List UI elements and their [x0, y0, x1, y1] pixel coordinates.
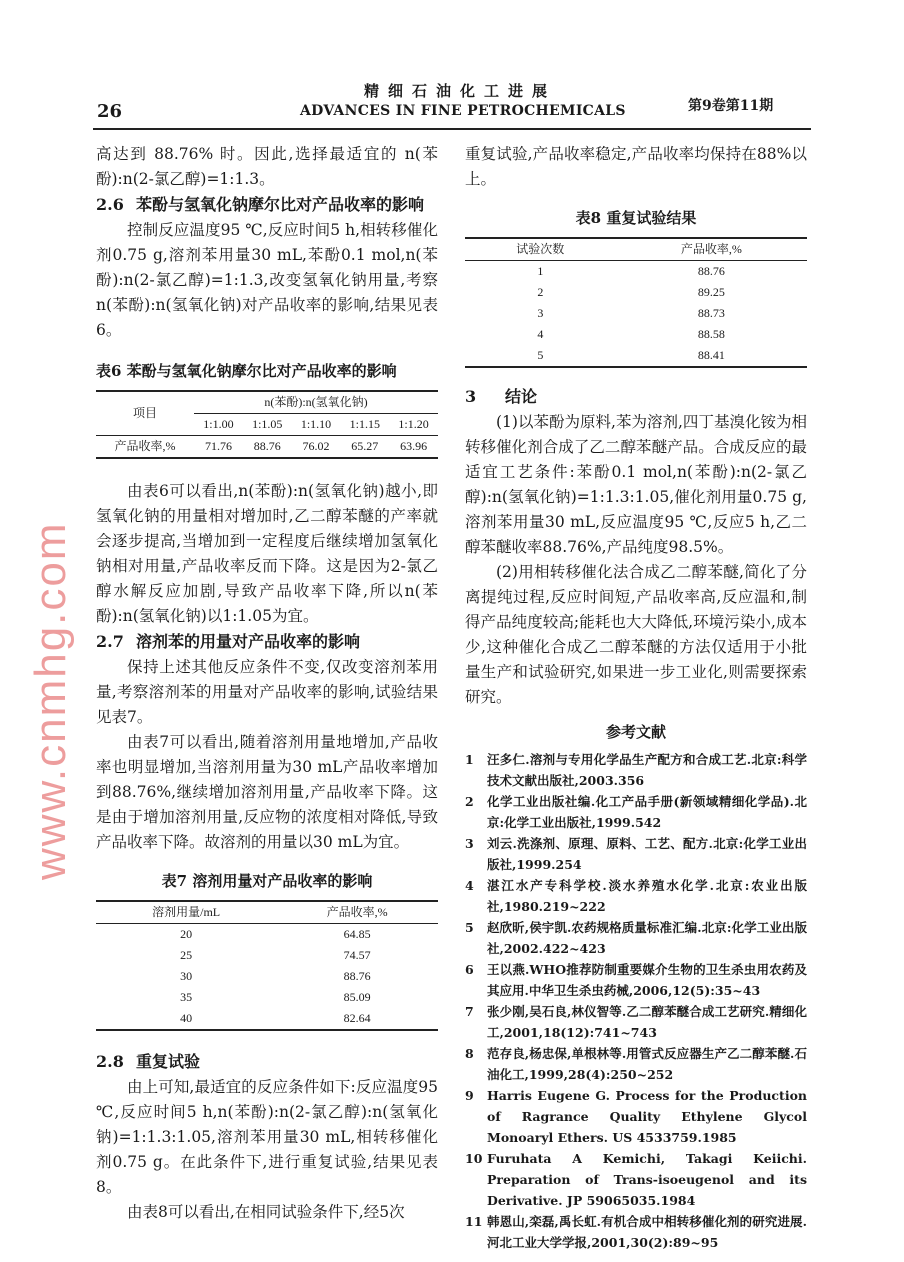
section-number: 3	[465, 387, 477, 406]
table-cell: 89.25	[697, 285, 725, 299]
header-rule	[93, 128, 811, 130]
table-row	[465, 303, 807, 324]
table-row	[465, 282, 807, 303]
right-column	[465, 142, 807, 1253]
reference-number: 8	[465, 1046, 474, 1061]
table-8-caption: 表8 重复试验结果	[575, 209, 697, 227]
table-8	[465, 237, 807, 368]
reference-number: 6	[465, 962, 474, 977]
paragraph: 高达到 88.76% 时。因此,选择最适宜的 n(苯酚):n(2-氯乙醇)=1:1.3。	[96, 145, 438, 188]
reference-item	[465, 791, 807, 833]
table-cell: 4	[537, 327, 544, 341]
section-heading-2-7	[96, 629, 438, 655]
table-cell: 88.58	[697, 327, 725, 341]
reference-text: 刘云.洗涤剂、原理、原料、工艺、配方.北京:化学工业出版社,1999.254	[487, 836, 807, 872]
page-number: 26	[97, 101, 123, 122]
table-cell: 88.76	[697, 264, 725, 278]
reference-text: 张少刚,吴石良,林仪智等.乙二醇苯醚合成工艺研究.精细化工,2001,18(12):741~743	[487, 1004, 807, 1040]
table-header: 1:1.10	[292, 414, 341, 436]
table-header: 试验次数	[465, 238, 616, 261]
section-title: 结论	[505, 387, 538, 406]
reference-text: 湛江水产专科学校.淡水养殖水化学.北京:农业出版社,1980.219~222	[487, 878, 807, 914]
table-cell: 64.85	[343, 927, 371, 941]
table-cell: 产品收率,%	[114, 439, 176, 453]
table-cell: 71.76	[204, 439, 232, 453]
section-heading-2-8	[96, 1049, 438, 1075]
reference-text: 韩恩山,栾磊,禹长虹.有机合成中相转移催化剂的研究进展.河北工业大学学报,2001,30(2):89~95	[487, 1214, 807, 1250]
reference-item	[465, 917, 807, 959]
reference-number: 5	[465, 920, 474, 935]
journal-title	[300, 80, 626, 119]
reference-number: 4	[465, 878, 474, 893]
paragraph: 重复试验,产品收率稳定,产品收率均保持在88%以上。	[465, 145, 807, 188]
section-number: 2.6	[96, 195, 124, 214]
table-header: 1:1.00	[194, 414, 243, 436]
section-number: 2.8	[96, 1052, 124, 1071]
watermark: www.cnmhg.com	[26, 521, 75, 880]
paragraph: 由表6可以看出,n(苯酚):n(氢氧化钠)越小,即氢氧化钠的用量相对增加时,乙二醇苯醚的产率就会逐步提高,当增加到一定程度后继续增加氢氧化钠相对用量,产品收率反而下降。这是因为2-氯乙醇水解反应加剧,导致产品收率下降,所以n(苯酚):n(氢氧化钠)以1:1.05为宜。	[96, 482, 438, 625]
reference-item	[465, 1001, 807, 1043]
section-heading-3	[465, 384, 807, 410]
table-cell: 25	[180, 948, 193, 962]
table-row	[96, 966, 438, 987]
table-cell: 35	[180, 990, 193, 1004]
table-cell: 88.76	[343, 969, 371, 983]
reference-text: 汪多仁.溶剂与专用化学品生产配方和合成工艺.北京:科学技术文献出版社,2003.356	[487, 752, 807, 788]
reference-item	[465, 1148, 807, 1211]
table-header: 1:1.15	[340, 414, 389, 436]
reference-text: 赵欣昕,侯宇凯.农药规格质量标准汇编.北京:化学工业出版社,2002.422~423	[487, 920, 807, 956]
table-header: 1:1.05	[243, 414, 292, 436]
reference-item	[465, 875, 807, 917]
table-row	[96, 987, 438, 1008]
paragraph: 由上可知,最适宜的反应条件如下:反应温度95 ℃,反应时间5 h,n(苯酚):n(2-氯乙醇):n(氢氧化钠)=1:1.3:1.05,溶剂苯用量30 mL,相转移催化剂0.75 g。在此条件下,进行重复试验,结果见表8。	[96, 1078, 438, 1196]
reference-number: 1	[465, 752, 474, 767]
table-cell: 1	[537, 264, 544, 278]
table-7	[96, 900, 438, 1031]
reference-item	[465, 833, 807, 875]
paragraph: 控制反应温度95 ℃,反应时间5 h,相转移催化剂0.75 g,溶剂苯用量30 mL,苯酚0.1 mol,n(苯酚):n(2-氯乙醇)=1:1.3,改变氢氧化钠用量,考察n(苯酚):n(氢氧化钠)对产品收率的影响,结果见表6。	[96, 221, 438, 339]
paragraph: 保持上述其他反应条件不变,仅改变溶剂苯用量,考察溶剂苯的用量对产品收率的影响,试验结果见表7。	[96, 658, 438, 726]
reference-number: 3	[465, 836, 474, 851]
left-column	[96, 142, 438, 1225]
table-cell: 88.73	[697, 306, 725, 320]
paragraph: 由表8可以看出,在相同试验条件下,经5次	[127, 1203, 405, 1221]
reference-item	[465, 1043, 807, 1085]
table-header: 溶剂用量/mL	[96, 901, 276, 924]
table-cell: 88.41	[697, 348, 725, 362]
paragraph: 由表7可以看出,随着溶剂用量地增加,产品收率也明显增加,当溶剂用量为30 mL产品收率增加到88.76%,继续增加溶剂用量,产品收率下降。这是由于增加溶剂用量,反应物的浓度相对降低,导致产品收率下降。故溶剂的用量以30 mL为宜。	[96, 733, 438, 851]
paragraph: (1)以苯酚为原料,苯为溶剂,四丁基溴化铵为相转移催化剂合成了乙二醇苯醚产品。合成反应的最适宜工艺条件:苯酚0.1 mol,n(苯酚):n(2-氯乙醇):n(氢氧化钠)=1:1.3:1.05,催化剂用量0.75 g,溶剂苯用量30 mL,反应温度95 ℃,反应5 h,乙二醇苯醚收率88.76%,产品纯度98.5%。	[465, 413, 807, 556]
reference-number: 2	[465, 794, 474, 809]
table-cell: 3	[537, 306, 544, 320]
table-header: 产品收率,%	[276, 901, 438, 924]
section-title: 苯酚与氢氧化钠摩尔比对产品收率的影响	[136, 195, 425, 214]
table-cell: 63.96	[400, 439, 428, 453]
reference-number: 10	[465, 1151, 483, 1166]
table-6-caption: 表6 苯酚与氢氧化钠摩尔比对产品收率的影响	[96, 362, 397, 380]
table-cell: 40	[180, 1011, 193, 1025]
reference-number: 11	[465, 1214, 483, 1229]
volume-issue: 第9卷第11期	[688, 98, 774, 114]
table-6	[96, 390, 438, 459]
table-cell: 74.57	[343, 948, 371, 962]
table-cell: 85.09	[343, 990, 371, 1004]
paragraph: (2)用相转移催化法合成乙二醇苯醚,简化了分离提纯过程,反应时间短,产品收率高,反应温和,制得产品纯度较高;能耗也大大降低,环境污染小,成本少,这种催化合成乙二醇苯醚的方法仅适用于小批量生产和试验研究,如果进一步工业化,则需要探索研究。	[465, 563, 807, 706]
references-heading: 参考文献	[605, 723, 666, 741]
reference-item	[465, 749, 807, 791]
reference-text: Furuhata A Kemichi, Takagi Keiichi. Preparation of Trans-isoeugenol and its Derivative. JP 59065035.1984	[487, 1151, 807, 1208]
reference-text: 范存良,杨忠保,单根林等.用管式反应器生产乙二醇苯醚.石油化工,1999,28(4):250~252	[487, 1046, 807, 1082]
reference-number: 7	[465, 1004, 474, 1019]
table-row	[96, 924, 438, 946]
table-header: 产品收率,%	[616, 238, 807, 261]
journal-title-en: ADVANCES IN FINE PETROCHEMICALS	[300, 103, 626, 119]
table-cell: 20	[180, 927, 193, 941]
table-cell: 82.64	[343, 1011, 371, 1025]
table-header: 1:1.20	[389, 414, 438, 436]
table-7-caption: 表7 溶剂用量对产品收率的影响	[161, 872, 373, 890]
table-header: n(苯酚):n(氢氧化钠)	[194, 391, 438, 414]
reference-item	[465, 959, 807, 1001]
section-title: 溶剂苯的用量对产品收率的影响	[136, 632, 361, 651]
references-list	[465, 749, 807, 1253]
reference-text: 化学工业出版社编.化工产品手册(新领域精细化学品).北京:化学工业出版社,1999.542	[487, 794, 807, 830]
table-row	[96, 1008, 438, 1030]
table-row	[465, 324, 807, 345]
section-number: 2.7	[96, 632, 124, 651]
reference-text: 王以燕.WHO推荐防制重要媒介生物的卫生杀虫用农药及其应用.中华卫生杀虫药械,2006,12(5):35~43	[487, 962, 807, 998]
section-title: 重复试验	[136, 1052, 201, 1071]
reference-item	[465, 1085, 807, 1148]
section-heading-2-6	[96, 192, 438, 218]
table-cell: 2	[537, 285, 544, 299]
reference-item	[465, 1211, 807, 1253]
table-row	[96, 945, 438, 966]
table-cell: 88.76	[253, 439, 281, 453]
table-row	[96, 436, 438, 459]
table-cell: 30	[180, 969, 193, 983]
reference-text: Harris Eugene G. Process for the Production of Ragrance Quality Ethylene Glycol Monoaryl Ethers. US 4533759.1985	[487, 1088, 807, 1145]
table-cell: 5	[537, 348, 544, 362]
table-row	[465, 345, 807, 367]
table-cell: 76.02	[302, 439, 330, 453]
table-cell: 65.27	[351, 439, 379, 453]
reference-number: 9	[465, 1088, 474, 1103]
journal-title-cn: 精细石油化工进展	[363, 82, 556, 100]
table-header: 项目	[96, 391, 194, 436]
table-row	[465, 261, 807, 283]
